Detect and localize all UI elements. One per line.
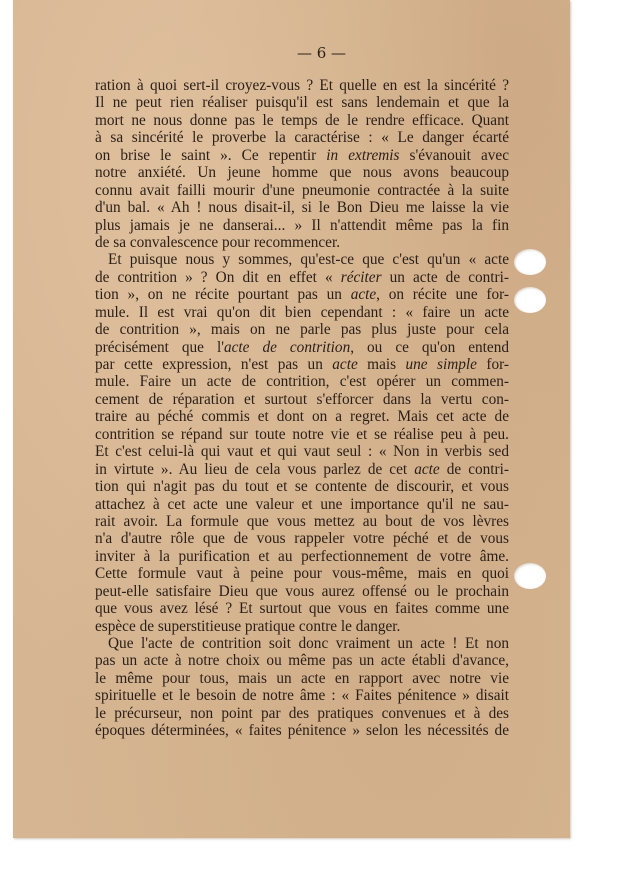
text-segment: spirituelle et le besoin de notre âme : « Faites pénitence » disait — [95, 687, 509, 705]
text-line — [95, 652, 509, 669]
text-segment: de contrition », mais on ne parle pas plus juste pour cela — [95, 321, 509, 339]
text-line — [95, 234, 509, 251]
text-line — [95, 408, 509, 425]
text-line — [95, 461, 509, 478]
text-line — [95, 496, 509, 513]
page-number: — 6 — — [296, 44, 347, 62]
text-segment: , ou ce qu'on entend — [350, 338, 509, 356]
text-line — [95, 548, 509, 565]
text-segment: de sa convalescence pour recommencer. — [95, 233, 341, 251]
text-segment: in virtute ». Au lieu de cela vous parlez de cet — [95, 460, 415, 478]
text-segment: à sa sincérité le proverbe la caractérise : « Le danger écarté — [95, 129, 509, 147]
text-segment: , on récite une for- — [376, 286, 509, 304]
text-line — [95, 286, 509, 303]
text-line — [95, 583, 509, 600]
text-line — [95, 513, 509, 530]
text-line — [95, 530, 509, 547]
text-segment: précisément que l' — [95, 338, 224, 356]
text-line — [95, 217, 509, 234]
text-segment: inviter à la purification et au perfectionnement de votre âme. — [95, 547, 509, 565]
punch-hole-bottom — [514, 563, 546, 589]
italic-segment: réciter — [340, 268, 382, 286]
text-segment: Et puisque nous y sommes, qu'est-ce que c'est qu'un « acte — [108, 251, 509, 269]
punch-hole-top — [514, 249, 546, 275]
italic-segment: acte de contrition — [223, 338, 351, 356]
text-line — [95, 356, 509, 373]
text-line — [95, 565, 509, 582]
text-line — [95, 147, 509, 164]
text-line — [95, 443, 509, 460]
text-segment: de contri- — [439, 460, 509, 478]
text-line — [95, 478, 509, 495]
text-segment: espèce de superstitieuse pratique contre le danger. — [95, 617, 401, 635]
text-segment: mule. Il est vrai qu'on dit bien cependant : « faire un acte — [95, 303, 509, 321]
text-segment: connu avait failli mourir d'une pneumonie contractée à la suite — [95, 181, 509, 199]
text-line — [95, 618, 509, 635]
text-segment: for- — [476, 356, 509, 373]
text-line — [95, 373, 509, 390]
text-segment: pas un acte à notre choix ou même pas un acte établi d'avance, — [95, 652, 509, 670]
text-line — [95, 705, 509, 722]
text-segment: Il ne peut rien réaliser puisqu'il est sans lendemain et que la — [95, 94, 509, 112]
text-line — [95, 391, 509, 408]
text-segment: traire au péché commis et dont on a regret. Mais cet acte de — [95, 408, 509, 426]
text-segment: le même pour tous, mais un acte en rapport avec notre vie — [95, 669, 509, 687]
text-segment: attachez à cet acte une valeur et une importance qu'il ne sau- — [95, 495, 509, 513]
text-segment: cement de réparation et surtout s'efforcer dans la vertu con- — [95, 390, 509, 408]
text-segment: Que l'acte de contrition soit donc vraiment un acte ! Et non — [108, 635, 509, 652]
text-line — [95, 112, 509, 129]
text-line — [95, 687, 509, 704]
body-text — [95, 77, 509, 740]
text-segment: Cette formule vaut à peine pour vous-même, mais en quoi — [95, 565, 509, 583]
text-line — [95, 94, 509, 111]
italic-segment: une simple — [405, 356, 477, 373]
text-segment: ration à quoi sert-il croyez-vous ? Et quelle en est la sincérité ? — [95, 77, 509, 94]
text-line — [95, 339, 509, 356]
text-segment: s'évanouit avec — [399, 146, 509, 164]
text-segment: Et c'est celui-là qui vaut et qui vaut seul : « Non in verbis sed — [95, 443, 509, 461]
text-segment: tion qui n'agit pas du tout et se contente de discourir, et vous — [95, 478, 509, 496]
text-segment: par cette expression, n'est pas un — [95, 356, 333, 373]
text-segment: notre anxiété. Un jeune homme que nous avons beaucoup — [95, 164, 509, 182]
text-segment: contrition se répand sur toute notre vie et se réalise peu à peu. — [95, 425, 509, 443]
italic-segment: acte — [414, 460, 440, 478]
text-line — [95, 164, 509, 181]
text-line — [95, 635, 509, 652]
text-line — [95, 321, 509, 338]
text-segment: mule. Faire un acte de contrition, c'est opérer un commen- — [95, 373, 509, 391]
italic-segment: in extremis — [326, 146, 400, 164]
text-segment: tion », on ne récite pourtant pas un — [95, 286, 351, 304]
punch-hole-middle — [514, 287, 546, 313]
text-segment: que vous avez lésé ? Et surtout que vous en faites comme une — [95, 600, 509, 618]
text-line — [95, 426, 509, 443]
text-line — [95, 670, 509, 687]
text-line — [95, 199, 509, 216]
text-line — [95, 129, 509, 146]
text-segment: le précurseur, non point par des pratiques convenues et à des — [95, 704, 509, 722]
text-segment: peut-elle satisfaire Dieu que vous aurez offensé ou le prochain — [95, 582, 509, 600]
text-segment: on brise le saint ». Ce repentir — [95, 146, 327, 164]
text-segment: d'un bal. « Ah ! nous disait-il, si le Bon Dieu me laisse la vie — [95, 199, 509, 217]
text-segment: époques déterminées, « faites pénitence » selon les nécessités de — [95, 722, 509, 740]
text-segment: rait avoir. La formule que vous mettez au bout de vos lèvres — [95, 512, 509, 530]
text-segment: mort ne nous donne pas le temps de le rendre efficace. Quant — [95, 111, 509, 129]
text-line — [95, 304, 509, 321]
text-line — [95, 269, 509, 286]
text-segment: de contrition » ? On dit en effet « — [95, 268, 341, 286]
text-line — [95, 77, 509, 94]
text-line — [95, 722, 509, 739]
text-segment: un acte de contri- — [381, 268, 509, 286]
text-line — [95, 182, 509, 199]
text-segment: n'a d'autre rôle que de vous rappeler votre péché et de vous — [95, 530, 509, 548]
text-segment: mais — [357, 356, 406, 373]
text-segment: plus jamais je ne danserai... » Il n'attendit même pas la fin — [95, 216, 509, 234]
text-line — [95, 251, 509, 268]
text-line — [95, 600, 509, 617]
italic-segment: acte — [332, 356, 358, 373]
italic-segment: acte — [350, 286, 377, 304]
